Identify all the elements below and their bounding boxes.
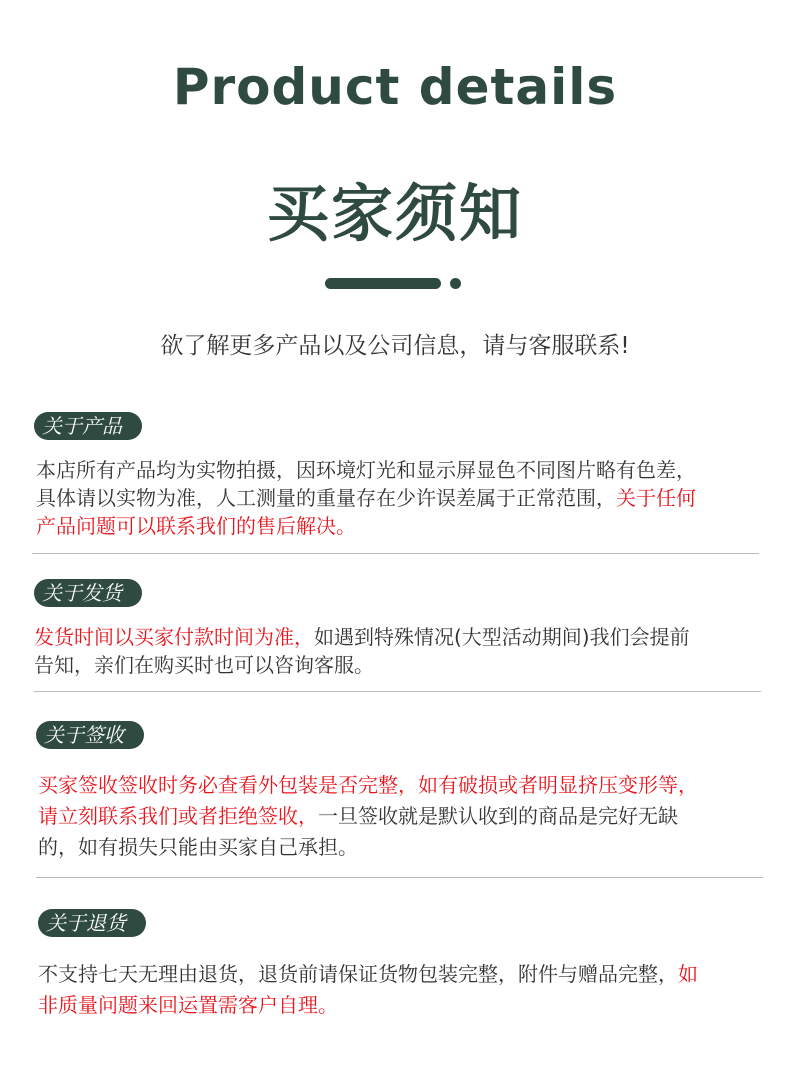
text-line — [38, 770, 768, 801]
normal-text: 的，如有损失只能由买家自己承担。 — [38, 835, 358, 859]
section-text-product — [36, 456, 766, 540]
text-line — [38, 959, 768, 990]
section-heading-returns: 关于退货 — [38, 909, 146, 937]
section-text-shipping — [34, 623, 764, 679]
section-heading-shipping: 关于发货 — [34, 579, 142, 607]
text-line — [34, 623, 764, 651]
highlight-text: 非质量问题来回运置需客户自理。 — [38, 993, 338, 1017]
contact-subtitle: 欲了解更多产品以及公司信息，请与客服联系! — [160, 333, 630, 359]
text-line — [36, 512, 766, 540]
normal-text: 一旦签收就是默认收到的商品是完好无缺 — [318, 804, 678, 828]
section-divider — [32, 553, 759, 554]
text-line — [36, 456, 766, 484]
highlight-text: 发货时间以买家付款时间为准， — [34, 625, 314, 649]
highlight-text: 如 — [678, 962, 698, 986]
normal-text: 告知，亲们在购买时也可以咨询客服。 — [34, 653, 374, 677]
highlight-text: 产品问题可以联系我们的售后解决。 — [36, 514, 356, 538]
highlight-text: 关于任何 — [616, 486, 696, 510]
section-divider — [34, 691, 761, 692]
normal-text: 不支持七天无理由退货，退货前请保证货物包装完整，附件与赠品完整， — [38, 962, 678, 986]
section-text-returns — [38, 959, 768, 1021]
highlight-text: 请立刻联系我们或者拒绝签收， — [38, 804, 318, 828]
divider-bar — [325, 278, 441, 289]
divider-dot — [450, 278, 461, 289]
section-heading-product: 关于产品 — [34, 412, 142, 440]
highlight-text: 买家签收签收时务必查看外包装是否完整，如有破损或者明显挤压变形等， — [38, 773, 698, 797]
normal-text: 如遇到特殊情况(大型活动期间)我们会提前 — [314, 625, 690, 649]
text-line — [36, 484, 766, 512]
section-text-receipt — [38, 770, 768, 863]
section-heading-receipt: 关于签收 — [36, 721, 144, 749]
normal-text: 本店所有产品均为实物拍摄，因环境灯光和显示屏显色不同图片略有色差， — [36, 458, 696, 482]
page-title-en: Product details — [172, 58, 618, 116]
normal-text: 具体请以实物为准，人工测量的重量存在少许误差属于正常范围， — [36, 486, 616, 510]
text-line — [38, 990, 768, 1021]
page-title-cn: 买家须知 — [266, 177, 523, 250]
section-divider — [36, 877, 763, 878]
text-line — [38, 801, 768, 832]
text-line — [38, 832, 768, 863]
text-line — [34, 651, 764, 679]
